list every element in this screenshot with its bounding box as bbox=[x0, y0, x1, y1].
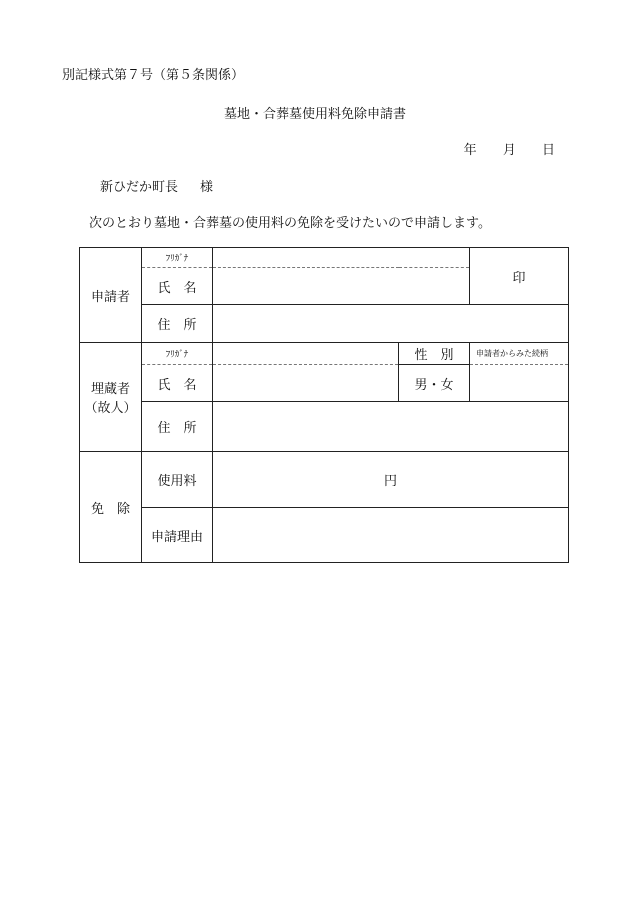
applicant-address-label: 住 所 bbox=[142, 305, 213, 343]
deceased-section-label bbox=[80, 343, 142, 452]
exemption-fee-field[interactable]: 円 bbox=[213, 452, 569, 508]
deceased-furigana-label: ﾌﾘｶﾞﾅ bbox=[142, 343, 213, 365]
recipient-name: 新ひだか町長 bbox=[100, 180, 179, 195]
deceased-gender-label: 性 別 bbox=[399, 343, 470, 365]
exemption-reason-label: 申請理由 bbox=[142, 508, 213, 563]
exemption-reason-field[interactable] bbox=[213, 508, 569, 563]
deceased-furigana-field[interactable] bbox=[213, 343, 399, 365]
recipient bbox=[100, 176, 213, 195]
request-text: 次のとおり墓地・合葬墓の使用料の免除を受けたいので申請します。 bbox=[89, 216, 491, 231]
recipient-honorific: 様 bbox=[200, 180, 214, 195]
deceased-relation-label: 申請者からみた続柄 bbox=[470, 343, 569, 365]
applicant-section-label: 申請者 bbox=[80, 248, 142, 343]
applicant-address-field[interactable] bbox=[213, 305, 569, 343]
date-year-label: 年 bbox=[463, 143, 477, 158]
applicant-seal: 印 bbox=[470, 248, 569, 305]
date-line bbox=[442, 139, 555, 158]
deceased-label-line1: 埋蔵者 bbox=[90, 382, 130, 397]
exemption-section-label: 免 除 bbox=[80, 452, 142, 563]
applicant-name-field[interactable] bbox=[213, 268, 470, 305]
exemption-fee-label: 使用料 bbox=[142, 452, 213, 508]
applicant-furigana-field[interactable] bbox=[213, 248, 470, 268]
deceased-gender-options[interactable]: 男・女 bbox=[399, 365, 470, 402]
applicant-furigana-label: ﾌﾘｶﾞﾅ bbox=[142, 248, 213, 268]
deceased-address-field[interactable] bbox=[213, 402, 569, 452]
deceased-name-field[interactable] bbox=[213, 365, 399, 402]
deceased-address-label: 住 所 bbox=[142, 402, 213, 452]
application-form-table bbox=[79, 247, 569, 563]
date-day-label: 日 bbox=[541, 143, 555, 158]
date-month-label: 月 bbox=[502, 143, 516, 158]
applicant-name-label: 氏 名 bbox=[142, 268, 213, 305]
deceased-label-line2: （故人） bbox=[84, 401, 137, 416]
document-title: 墓地・合葬墓使用料免除申請書 bbox=[223, 107, 406, 122]
deceased-name-label: 氏 名 bbox=[142, 365, 213, 402]
form-number: 別記様式第７号（第５条関係） bbox=[62, 68, 245, 83]
deceased-relation-field[interactable] bbox=[470, 365, 569, 402]
